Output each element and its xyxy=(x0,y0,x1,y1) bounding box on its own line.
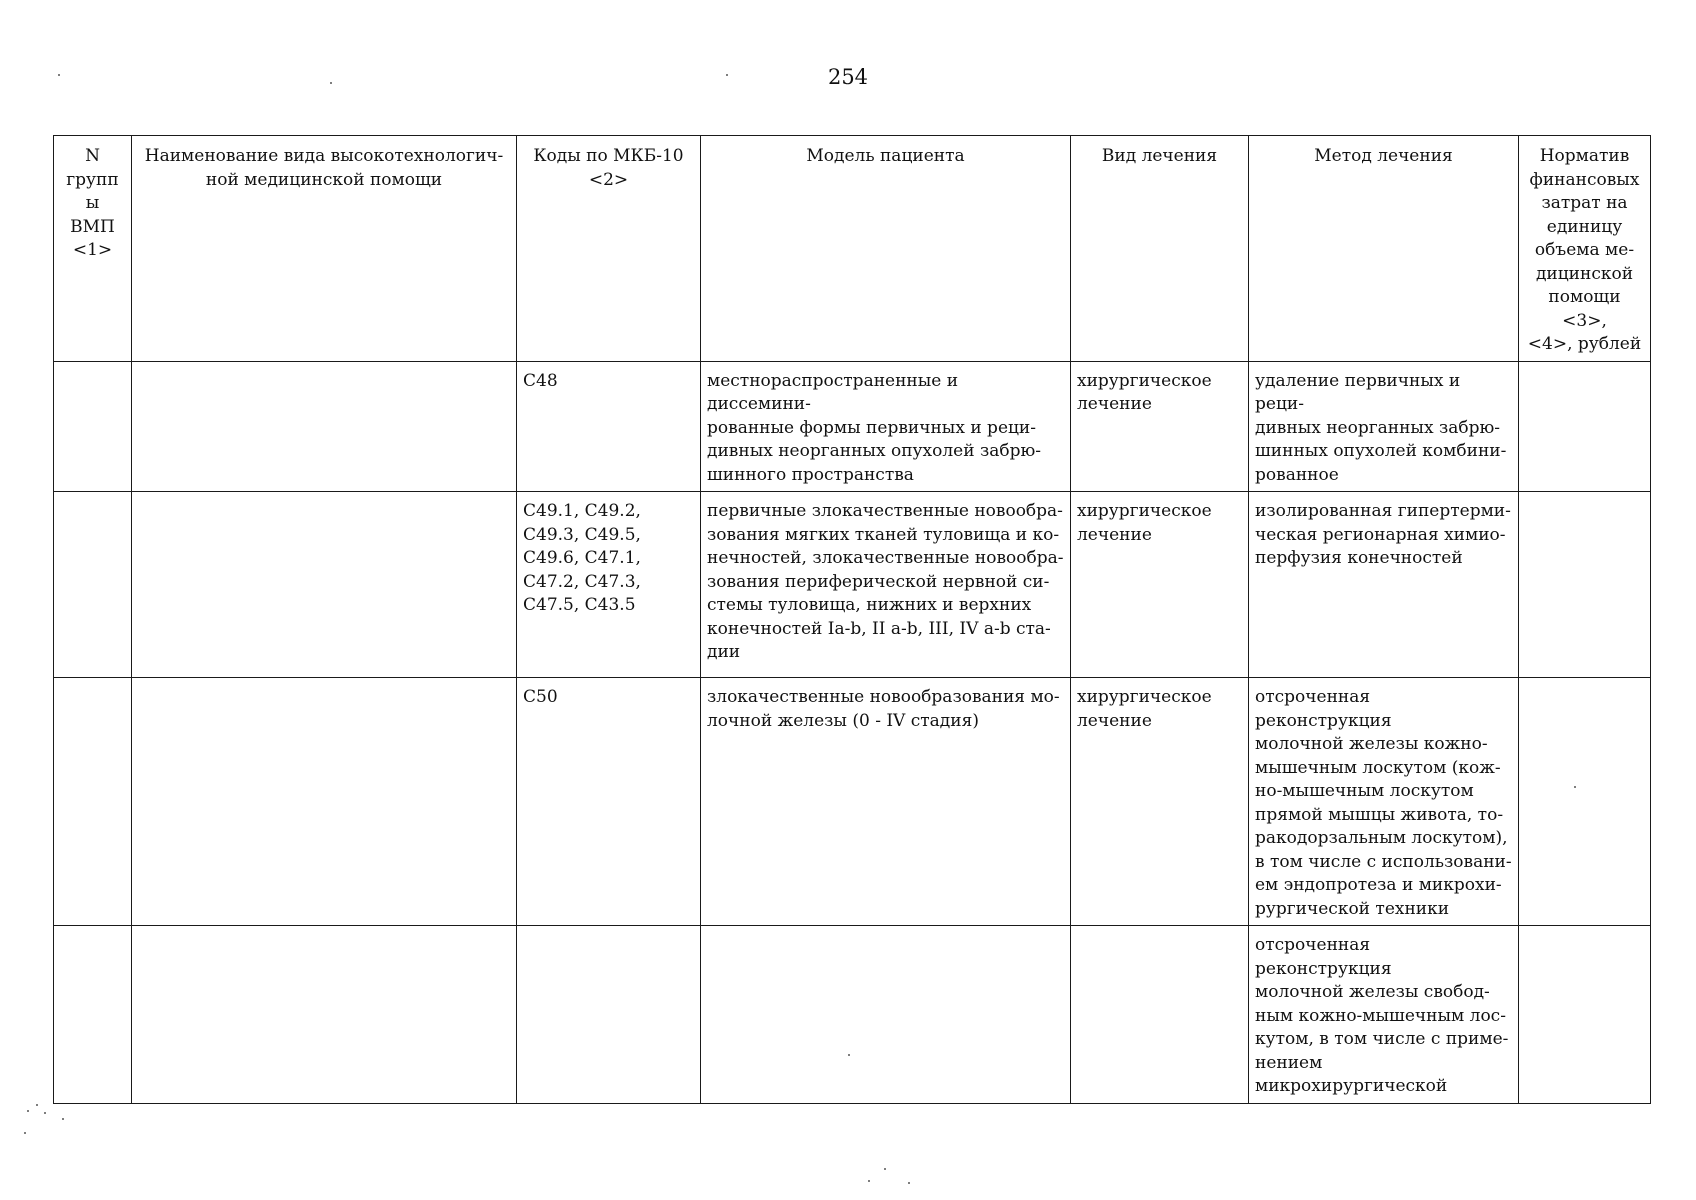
scan-speck xyxy=(1574,786,1576,788)
page-number: 254 xyxy=(827,65,869,89)
cell-treatment-type: хирургическое лечение xyxy=(1071,361,1249,492)
header-cost-standard: Норматив финансовых затрат на единицу объема ме- дицинской помощи <3>, <4>, рублей xyxy=(1519,136,1651,362)
cell-treatment-method: отсроченная реконструкция молочной железы свобод- ным кожно-мышечным лос- кутом, в том числе с приме- нением микрохирургической xyxy=(1249,926,1519,1104)
cell-cost xyxy=(1519,492,1651,678)
scan-speck xyxy=(58,74,60,76)
cell-name xyxy=(132,678,517,926)
scan-speck xyxy=(27,1110,29,1112)
cell-cost xyxy=(1519,926,1651,1104)
header-treatment-method: Метод лечения xyxy=(1249,136,1519,362)
scan-speck xyxy=(44,1112,46,1114)
scan-speck xyxy=(36,1104,38,1106)
cell-codes: C50 xyxy=(517,678,701,926)
table-row xyxy=(54,678,1651,926)
vmp-table xyxy=(53,135,1651,1104)
cell-name xyxy=(132,361,517,492)
cell-name xyxy=(132,492,517,678)
cell-cost xyxy=(1519,361,1651,492)
cell-group xyxy=(54,678,132,926)
cell-codes xyxy=(517,926,701,1104)
cell-treatment-type: хирургическое лечение xyxy=(1071,492,1249,678)
cell-name xyxy=(132,926,517,1104)
cell-group xyxy=(54,492,132,678)
table-row xyxy=(54,361,1651,492)
scan-speck xyxy=(848,1054,850,1056)
cell-treatment-method: отсроченная реконструкция молочной железы кожно- мышечным лоскутом (кож- но-мышечным лоскутом прямой мышцы живота, то- ракодорзальным лоскутом), в том числе с использовани- ем эндопротеза и микрохи- рургической техники xyxy=(1249,678,1519,926)
scan-speck xyxy=(884,1168,886,1170)
scan-speck xyxy=(330,82,332,84)
cell-codes: C49.1, C49.2, C49.3, C49.5, C49.6, C47.1, C47.2, C47.3, C47.5, C43.5 xyxy=(517,492,701,678)
cell-patient-model: местнораспространенные и диссемини- рованные формы первичных и реци- дивных неорганных опухолей забрю- шинного пространства xyxy=(701,361,1071,492)
cell-patient-model: злокачественные новообразования мо- лочной железы (0 - IV стадия) xyxy=(701,678,1071,926)
scan-speck xyxy=(726,74,728,76)
header-care-type-name: Наименование вида высокотехнологич- ной медицинской помощи xyxy=(132,136,517,362)
scan-speck xyxy=(908,1182,910,1184)
cell-group xyxy=(54,926,132,1104)
header-group-number: N группы ВМП <1> xyxy=(54,136,132,362)
cell-group xyxy=(54,361,132,492)
cell-patient-model: первичные злокачественные новообра- зования мягких тканей туловища и ко- нечностей, злокачественные новообра- зования периферической нервной си- стемы туловища, нижних и верхних конечностей Ia-b, II a-b, III, IV a-b ста- дии xyxy=(701,492,1071,678)
cell-codes: C48 xyxy=(517,361,701,492)
cell-treatment-type xyxy=(1071,926,1249,1104)
scan-speck xyxy=(24,1132,26,1134)
table-header-row xyxy=(54,136,1651,362)
table-row xyxy=(54,926,1651,1104)
header-patient-model: Модель пациента xyxy=(701,136,1071,362)
cell-treatment-method: изолированная гипертерми- ческая регионарная химио- перфузия конечностей xyxy=(1249,492,1519,678)
header-treatment-type: Вид лечения xyxy=(1071,136,1249,362)
cell-cost xyxy=(1519,678,1651,926)
cell-treatment-type: хирургическое лечение xyxy=(1071,678,1249,926)
header-icd10-codes: Коды по МКБ-10 <2> xyxy=(517,136,701,362)
scan-speck xyxy=(868,1180,870,1182)
cell-patient-model xyxy=(701,926,1071,1104)
table-row xyxy=(54,492,1651,678)
cell-treatment-method: удаление первичных и реци- дивных неорганных забрю- шинных опухолей комбини- рованное xyxy=(1249,361,1519,492)
scan-speck xyxy=(62,1118,64,1120)
